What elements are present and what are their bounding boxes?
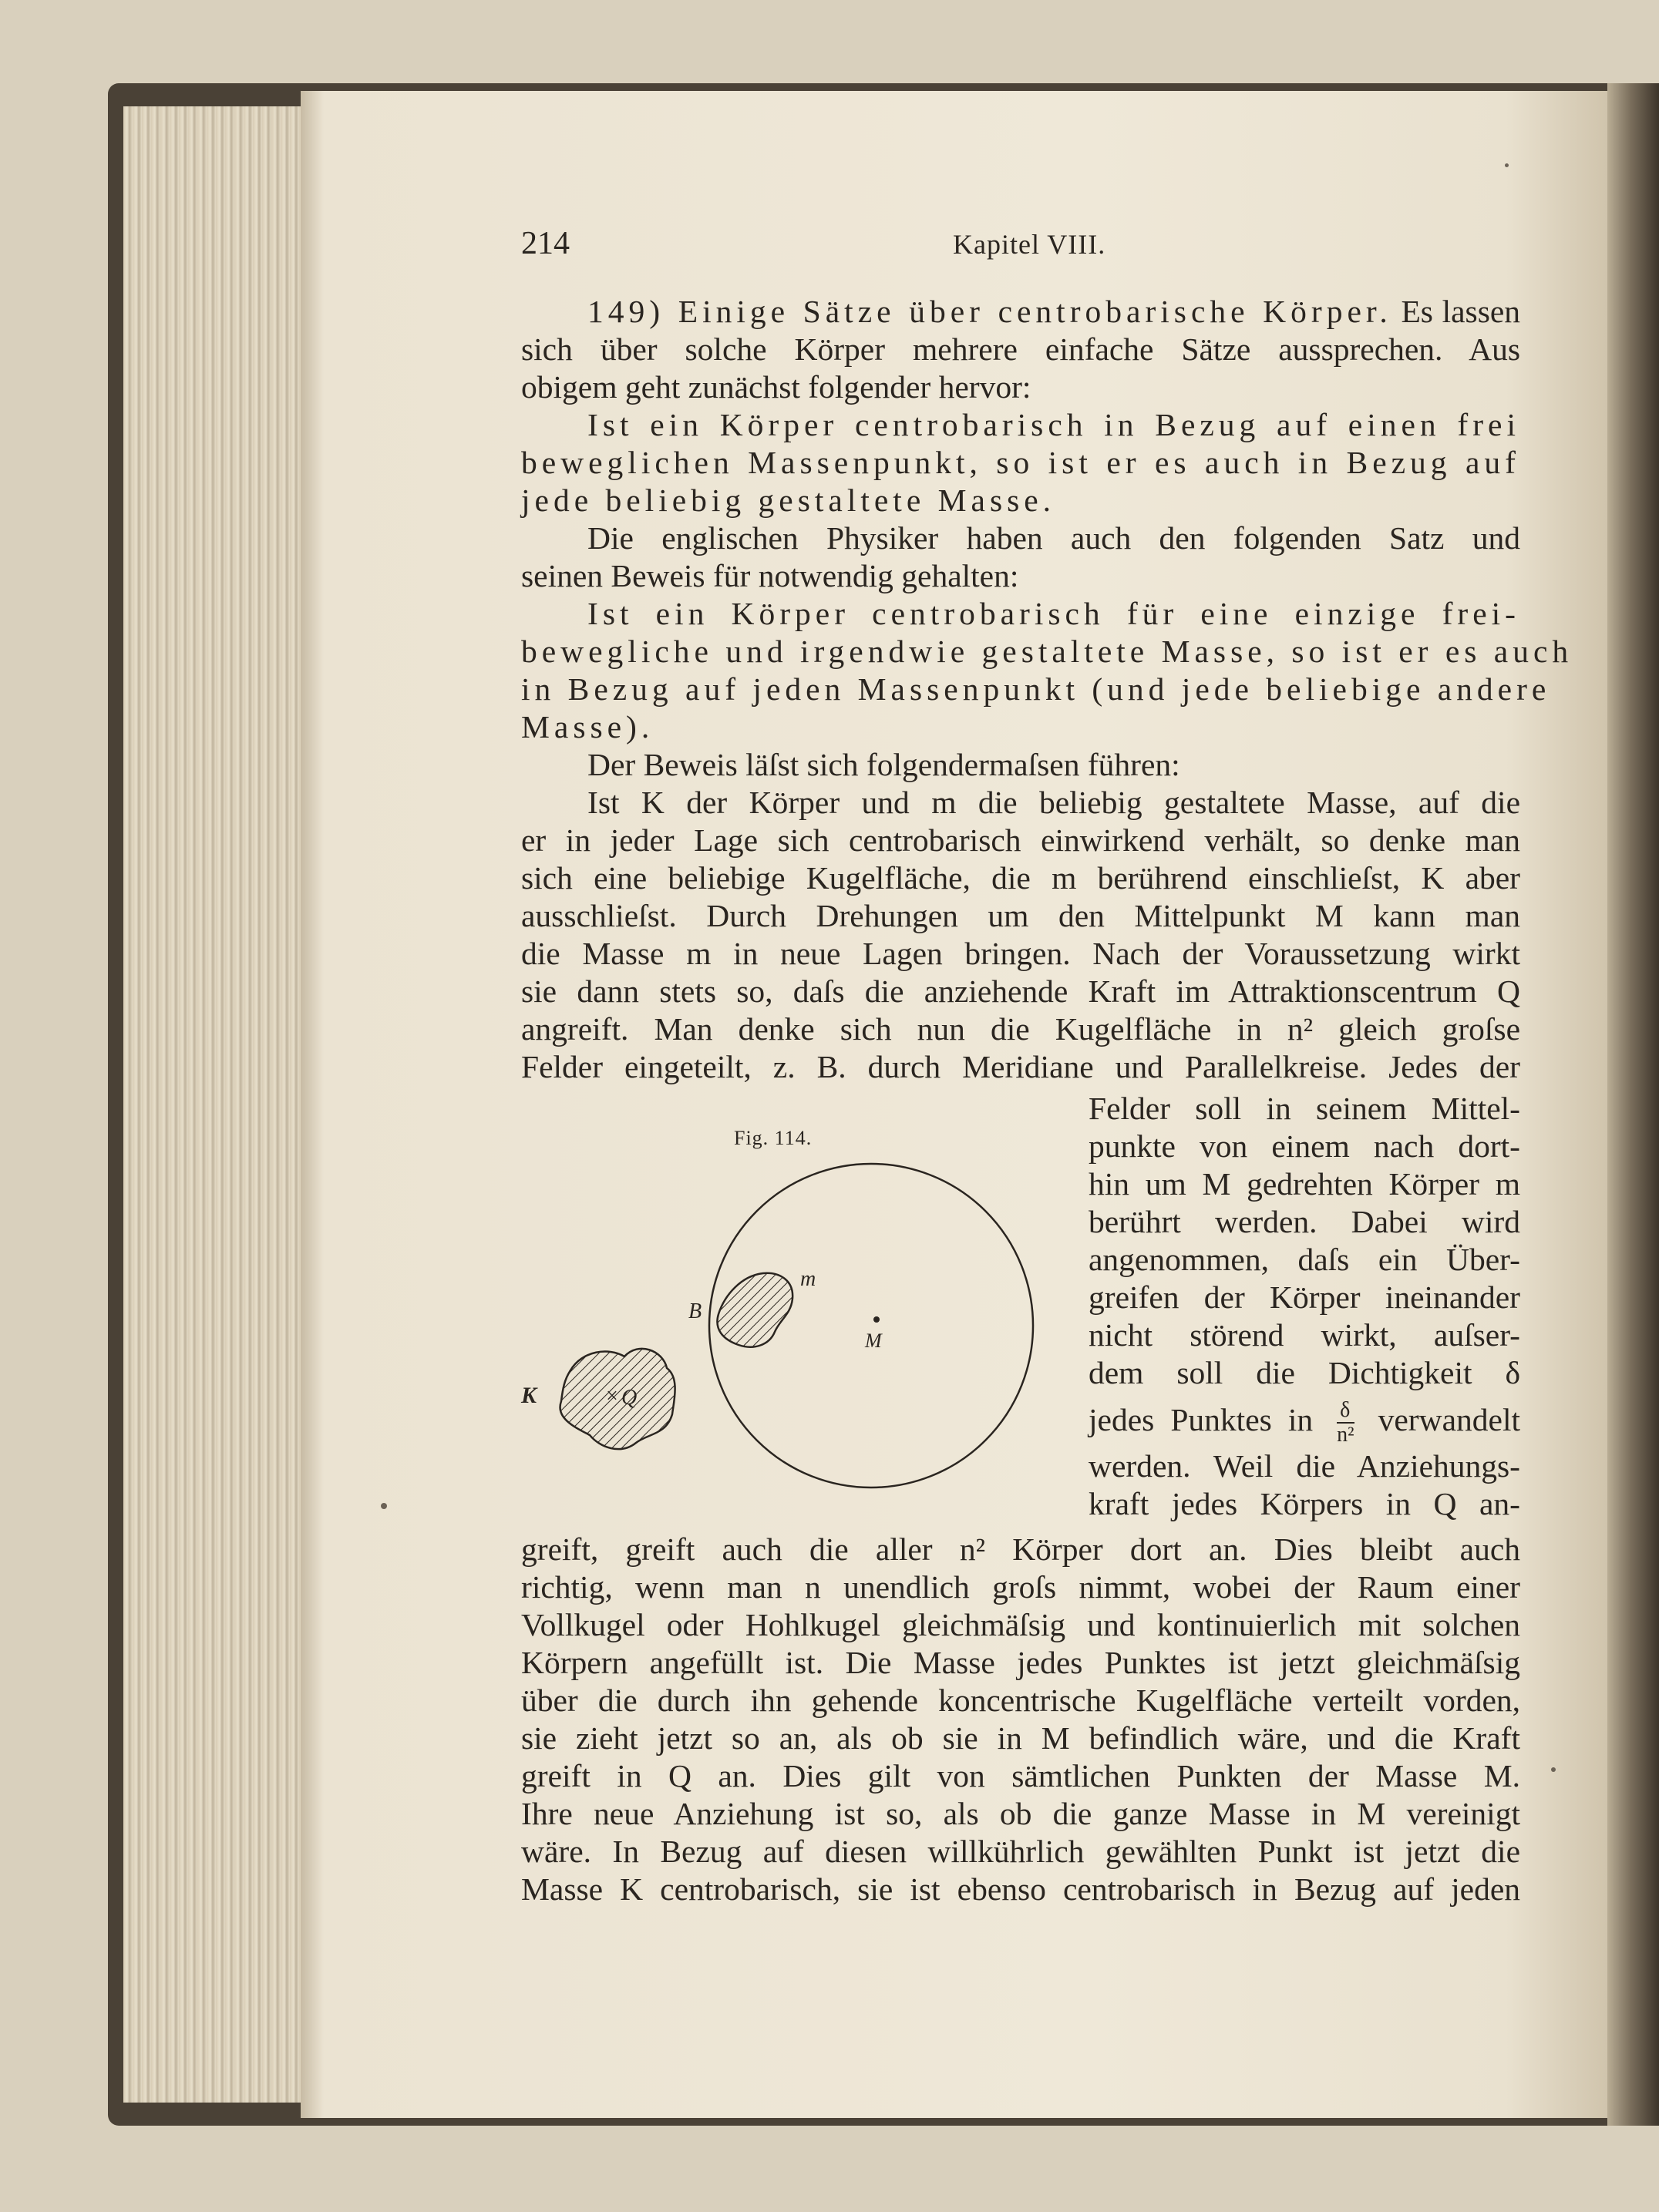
fraction-line: jedes Punktes in $\frac{\delta}{\text{n²}}$ verwandelt — [1089, 1398, 1520, 1447]
label-b: B — [688, 1299, 702, 1323]
text-line: kraft jedes Körpers in Q an- — [1089, 1486, 1520, 1521]
text-line: Die englischen Physiker haben auch den folgenden Satz und — [587, 520, 1520, 556]
text-line: dem soll die Dichtigkeit δ — [1089, 1355, 1520, 1390]
text-line: angreift. Man denke sich nun die Kugelfläche in n² gleich groſse — [521, 1011, 1520, 1047]
fraction: $\frac{\delta}{\text{n²}}$ — [1337, 1398, 1354, 1447]
text-line: punkte von einem nach dort- — [1089, 1128, 1520, 1164]
text-line: wäre. In Bezug auf diesen willkührlich gewählten Punkt ist jetzt die — [521, 1834, 1520, 1869]
section-heading: 149) Einige Sätze über centrobarische Körper. — [587, 294, 1392, 329]
text-line: ausschlieſst. Durch Drehungen um den Mittelpunkt M kann man — [521, 898, 1520, 933]
text-line: berührt werden. Dabei wird — [1089, 1204, 1520, 1239]
figure-caption: Fig. 114. — [734, 1127, 813, 1149]
label-m: m — [800, 1267, 816, 1291]
text-line: Felder eingeteilt, z. B. durch Meridiane und Parallelkreise. Jedes der — [521, 1049, 1520, 1084]
text-line: er in jeder Lage sich centrobarisch einwirkend verhält, so denke man — [521, 822, 1520, 858]
paper-speck — [381, 1503, 387, 1509]
text-line: Vollkugel oder Hohlkugel gleichmäſsig und kontinuierlich mit solchen — [521, 1607, 1520, 1642]
mass-m-shape — [717, 1273, 792, 1347]
running-head: Kapitel VIII. — [953, 229, 1106, 260]
text-line: Ist K der Körper und m die beliebig gestaltete Masse, auf die — [587, 785, 1520, 820]
side-column-text — [1089, 1090, 1520, 1523]
text-line: Körpern angefüllt ist. Die Masse jedes Punktes ist jetzt gleichmäſsig — [521, 1645, 1520, 1680]
text-line: hin um M gedrehten Körper m — [1089, 1166, 1520, 1202]
theorem-line: jede beliebig gestaltete Masse. — [521, 482, 1056, 518]
theorem-line: beweglichen Massenpunkt, so ist er es auch in Bezug auf — [521, 445, 1520, 480]
paper-speck — [1551, 1767, 1556, 1772]
theorem-line: in Bezug auf jeden Massenpunkt (und jede beliebige andere — [521, 671, 1551, 707]
text-line: angenommen, daſs ein Über- — [1089, 1242, 1520, 1277]
text-line: Ihre neue Anziehung ist so, als ob die ganze Masse in M vereinigt — [521, 1796, 1520, 1831]
text-line: sie zieht jetzt so an, als ob sie in M befindlich wäre, und die Kraft — [521, 1720, 1520, 1756]
text-line: obigem geht zunächst folgender hervor: — [521, 369, 1031, 405]
theorem-line: Masse). — [521, 709, 655, 745]
text-line: seinen Beweis für notwendig gehalten: — [521, 558, 1019, 593]
paper-speck — [1505, 163, 1509, 167]
text-line: sich eine beliebige Kugelfläche, die m berührend einschlieſst, K aber — [521, 860, 1520, 896]
text-line: Der Beweis läſst sich folgendermaſsen führen: — [587, 747, 1180, 782]
section-heading-line: 149) Einige Sätze über centrobarische Körper. Es lassen — [587, 294, 1521, 329]
text-line: richtig, wenn man n unendlich groſs nimmt, wobei der Raum einer — [521, 1569, 1520, 1605]
cross-mark: × — [606, 1384, 618, 1408]
label-q: Q — [621, 1386, 638, 1410]
text-line: sie dann stets so, daſs die anziehende Kraft im Attraktionscentrum Q — [521, 973, 1520, 1009]
page-edges — [123, 106, 302, 2103]
page-number: 214 — [521, 226, 570, 261]
main-text-upper — [521, 293, 1573, 1086]
figure-114 — [509, 1148, 1064, 1503]
book-gutter — [1607, 83, 1659, 2126]
text-line: über die durch ihn gehende koncentrische Kugelfläche verteilt vorden, — [521, 1683, 1520, 1718]
label-center-m: M — [865, 1330, 882, 1352]
theorem-line: bewegliche und irgendwie gestaltete Masse, so ist er es auch — [521, 634, 1573, 669]
text-line: nicht störend wirkt, auſser- — [1089, 1317, 1520, 1353]
theorem-line: Ist ein Körper centrobarisch für eine einzige frei- — [587, 596, 1520, 631]
main-text-lower — [521, 1531, 1520, 1908]
theorem-line: Ist ein Körper centrobarisch in Bezug auf einen frei — [587, 407, 1520, 442]
center-point — [873, 1316, 880, 1323]
text-line: greift in Q an. Dies gilt von sämtlichen Punkten der Masse M. — [521, 1758, 1520, 1793]
text-line: greifen der Körper ineinander — [1089, 1279, 1520, 1315]
text-line: greift, greift auch die aller n² Körper dort an. Dies bleibt auch — [521, 1531, 1520, 1567]
text-line: sich über solche Körper mehrere einfache Sätze aussprechen. Aus — [521, 331, 1520, 367]
text-line: die Masse m in neue Lagen bringen. Nach der Voraussetzung wirkt — [521, 936, 1520, 971]
label-k: K — [521, 1383, 537, 1408]
text-line: werden. Weil die Anziehungs- — [1089, 1448, 1520, 1484]
text-line: Felder soll in seinem Mittel- — [1089, 1091, 1520, 1126]
text-line: Masse K centrobarisch, sie ist ebenso centrobarisch in Bezug auf jeden — [521, 1871, 1520, 1907]
